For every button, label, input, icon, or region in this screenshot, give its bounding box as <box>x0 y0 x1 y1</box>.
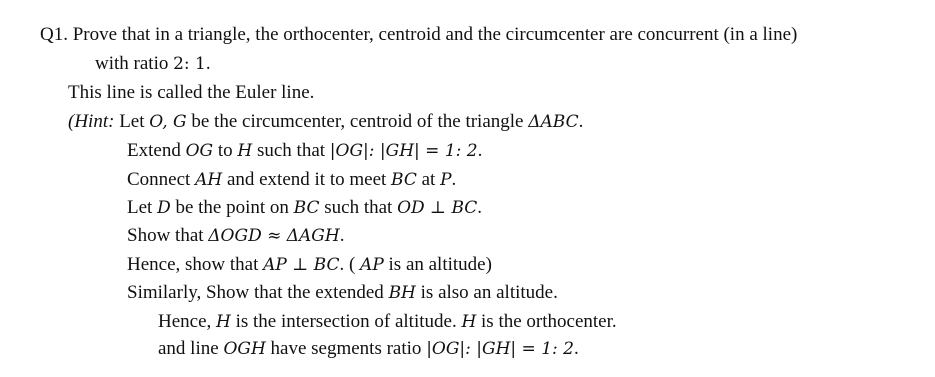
hint-line-6-text-c: is an altitude) <box>383 254 492 275</box>
hint-line-1-end: . <box>578 111 584 132</box>
hint-line-6-math-b: AP <box>360 255 384 275</box>
hint-line-3 <box>127 169 456 191</box>
hint-line-4 <box>127 197 482 219</box>
hint-line-1-math-a: O, G <box>149 112 187 132</box>
hint-line-2-math-b: H <box>237 141 253 161</box>
hint-line-2-text-a: Extend <box>127 140 186 161</box>
hint-line-5-text-a: Show that <box>127 225 209 246</box>
hint-line-6-text-a: Hence, show that <box>127 254 264 275</box>
hint-line-2-end: . <box>477 140 483 161</box>
hint-line-7 <box>127 282 558 304</box>
hint-line-9 <box>158 338 579 360</box>
euler-line-text <box>68 82 314 104</box>
hint-line-9-text-a: and line <box>158 338 224 359</box>
hint-line-2-text-b: to <box>213 140 238 161</box>
hint-line-3-text-c: at <box>416 169 441 190</box>
question-line-2 <box>95 53 211 75</box>
hint-line-3-math-b: BC <box>391 170 417 190</box>
hint-line-2-math-a: OG <box>185 141 214 161</box>
hint-line-3-math-a: AH <box>195 170 223 190</box>
hint-line-6 <box>127 254 492 276</box>
ratio-end: . <box>205 53 211 74</box>
hint-line-8-text-b: is the intersection of altitude. <box>230 311 462 332</box>
hint-line-7-math-a: BH <box>388 283 416 303</box>
hint-line-1-text-a: Let <box>114 111 150 132</box>
hint-line-9-end: . <box>573 338 579 359</box>
hint-line-1 <box>68 111 583 133</box>
hint-line-8-text-c: is the orthocenter. <box>476 311 617 332</box>
hint-line-5-math-a: ΔOGD ≈ ΔAGH <box>208 226 340 246</box>
hint-line-9-text-b: have segments ratio <box>265 338 427 359</box>
hint-line-5 <box>127 225 344 247</box>
hint-line-8-math-a: H <box>216 312 231 332</box>
hint-line-6-math-a: AP ⊥ BC <box>263 255 340 275</box>
hint-line-8 <box>158 311 617 333</box>
hint-line-2-text-c: such that <box>252 140 330 161</box>
hint-line-5-end: . <box>339 225 345 246</box>
question-statement: Prove that in a triangle, the orthocenter, centroid and the circumcenter are concurrent (in a line) <box>72 24 798 45</box>
hint-line-9-math-b: |OG|: |GH| = 1: 2 <box>426 339 574 359</box>
hint-line-9-math-a: OGH <box>223 339 266 359</box>
hint-line-2 <box>127 140 482 162</box>
hint-line-7-text-b: is also an altitude. <box>415 282 558 303</box>
ratio-label: with ratio <box>95 53 174 74</box>
hint-line-4-text-b: be the point on <box>170 197 294 218</box>
hint-line-4-math-b: BC <box>293 198 320 218</box>
hint-line-8-text-a: Hence, <box>158 311 217 332</box>
hint-line-1-text-b: be the circumcenter, centroid of the triangle <box>186 111 529 132</box>
hint-line-4-text-c: such that <box>319 197 398 218</box>
hint-line-4-text-a: Let <box>127 197 158 218</box>
hint-line-4-math-a: D <box>157 198 171 218</box>
hint-line-7-text-a: Similarly, Show that the extended <box>127 282 389 303</box>
hint-line-3-text-a: Connect <box>127 169 196 190</box>
hint-line-3-text-b: and extend it to meet <box>222 169 392 190</box>
question-number: Q1. <box>40 24 68 45</box>
euler-line-sentence: This line is called the Euler line. <box>68 82 315 103</box>
hint-line-4-end: . <box>477 197 483 218</box>
question-line-1 <box>40 24 797 46</box>
hint-line-3-math-c: P <box>440 170 452 190</box>
ratio-value: 2: 1 <box>173 54 206 74</box>
hint-prefix: (Hint: <box>68 111 115 132</box>
hint-line-2-math-c: |OG|: |GH| = 1: 2 <box>329 141 478 161</box>
hint-line-3-end: . <box>451 169 457 190</box>
hint-line-4-math-c: OD ⊥ BC <box>397 198 478 218</box>
hint-line-6-text-b: . ( <box>339 254 361 275</box>
hint-line-8-math-b: H <box>461 312 477 332</box>
hint-line-1-math-b: ΔABC <box>528 112 579 132</box>
